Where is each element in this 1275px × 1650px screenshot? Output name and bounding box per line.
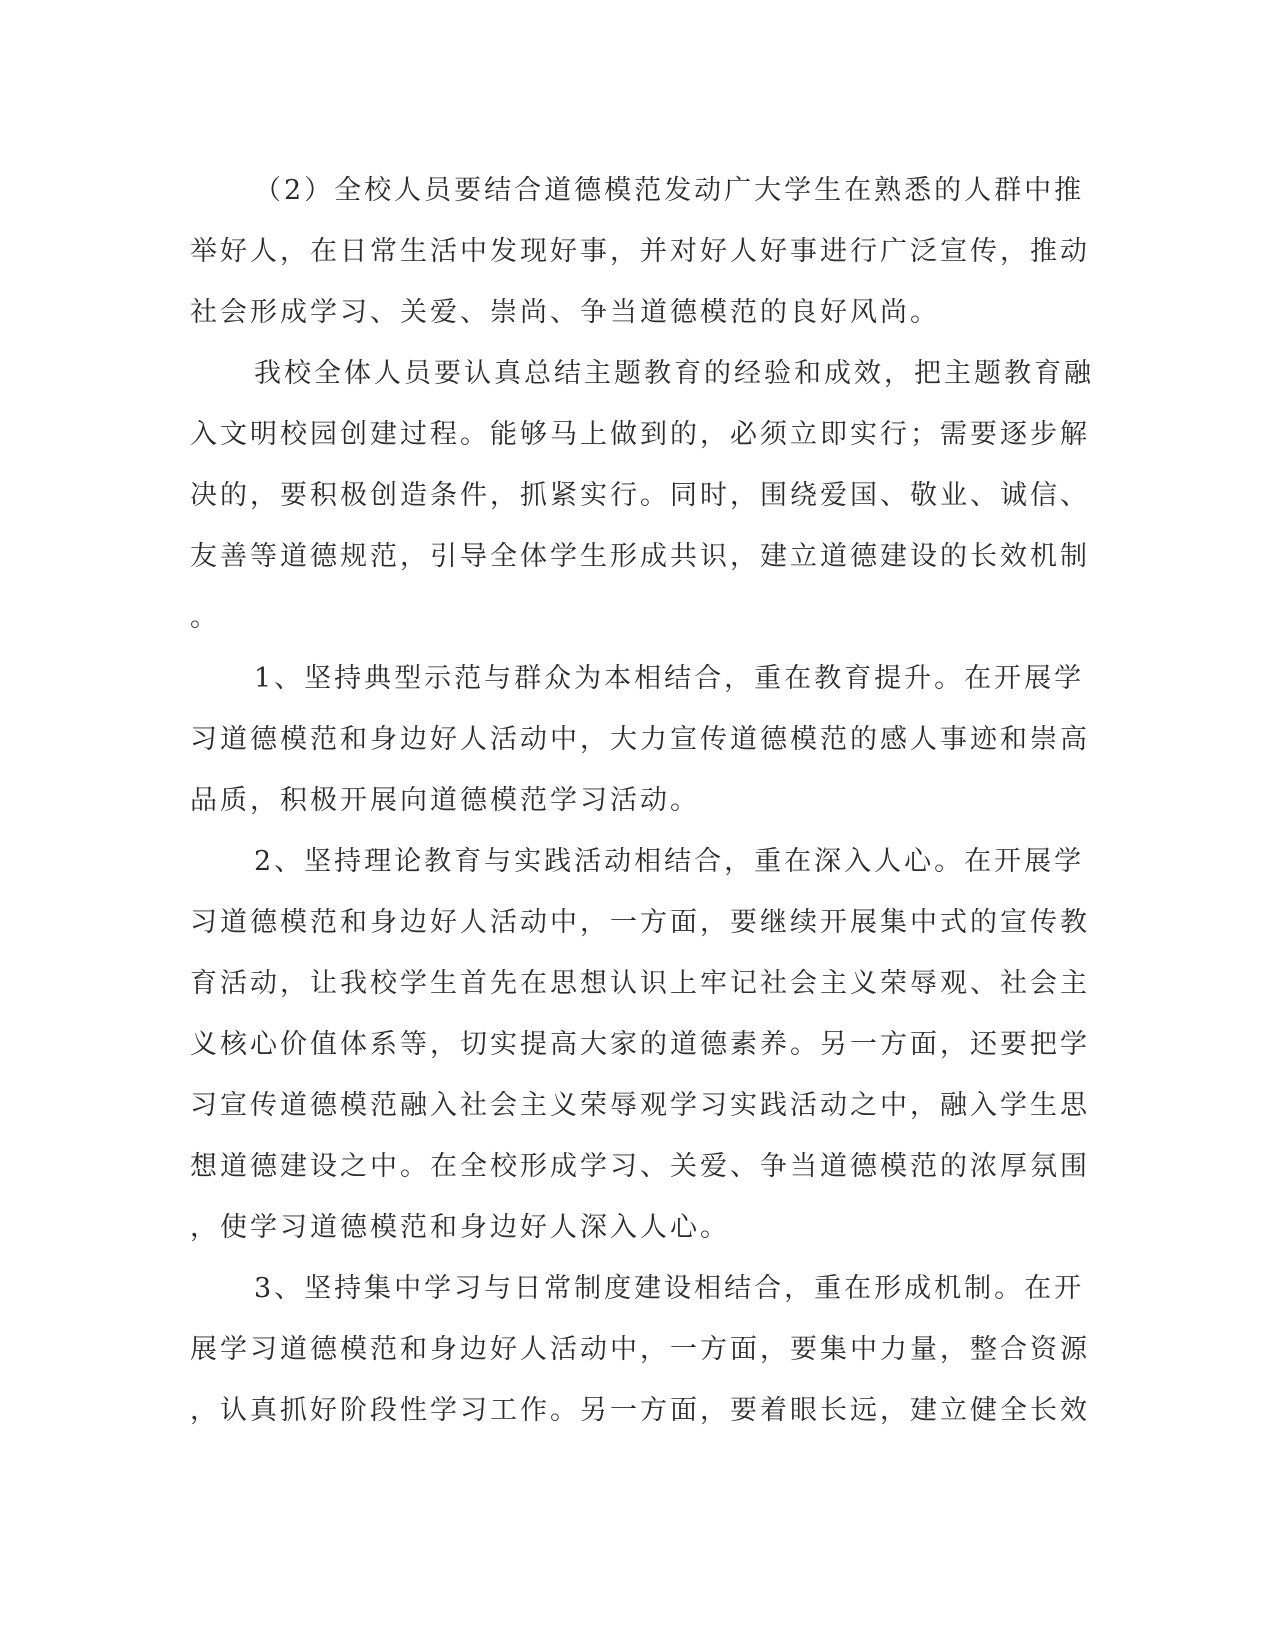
paragraph-5-line-2: 展学习道德模范和身边好人活动中，一方面，要集中力量，整合资源: [190, 1334, 1090, 1365]
paragraph-3-line-1: 1、坚持典型示范与群众为本相结合，重在教育提升。在开展学: [254, 663, 1085, 694]
paragraph-4-line-2: 习道德模范和身边好人活动中，一方面，要继续开展集中式的宣传教: [190, 907, 1090, 938]
paragraph-5-line-3: ，认真抓好阶段性学习工作。另一方面，要着眼长远，建立健全长效: [190, 1395, 1090, 1426]
paragraph-2-line-3: 决的，要积极创造条件，抓紧实行。同时，围绕爱国、敬业、诚信、: [190, 480, 1090, 511]
paragraph-4-line-6: 想道德建设之中。在全校形成学习、关爱、争当道德模范的浓厚氛围: [190, 1151, 1090, 1182]
paragraph-1-line-1: （2）全校人员要结合道德模范发动广大学生在熟悉的人群中推: [254, 175, 1085, 206]
paragraph-4-line-3: 育活动，让我校学生首先在思想认识上牢记社会主义荣辱观、社会主: [190, 968, 1090, 999]
paragraph-3-line-3: 品质，积极开展向道德模范学习活动。: [190, 785, 700, 816]
paragraph-2-line-4: 友善等道德规范，引导全体学生形成共识，建立道德建设的长效机制: [190, 541, 1090, 572]
paragraph-4-line-4: 义核心价值体系等，切实提高大家的道德素养。另一方面，还要把学: [190, 1029, 1090, 1060]
paragraph-1-line-3: 社会形成学习、关爱、崇尚、争当道德模范的良好风尚。: [190, 297, 940, 328]
paragraph-2-line-2: 入文明校园创建过程。能够马上做到的，必须立即实行；需要逐步解: [190, 419, 1090, 450]
document-body: [190, 160, 1094, 1441]
paragraph-4-line-5: 习宣传道德模范融入社会主义荣辱观学习实践活动之中，融入学生思: [190, 1090, 1090, 1121]
paragraph-2-line-5: 。: [190, 602, 220, 633]
paragraph-3-line-2: 习道德模范和身边好人活动中，大力宣传道德模范的感人事迹和崇高: [190, 724, 1090, 755]
paragraph-5-line-1: 3、坚持集中学习与日常制度建设相结合，重在形成机制。在开: [254, 1273, 1085, 1304]
paragraph-2-line-1: 我校全体人员要认真总结主题教育的经验和成效，把主题教育融: [254, 358, 1094, 389]
paragraph-4-line-1: 2、坚持理论教育与实践活动相结合，重在深入人心。在开展学: [254, 846, 1085, 877]
paragraph-4-line-7: ，使学习道德模范和身边好人深入人心。: [190, 1212, 730, 1243]
paragraph-1-line-2: 举好人，在日常生活中发现好事，并对好人好事进行广泛宣传，推动: [190, 236, 1090, 267]
